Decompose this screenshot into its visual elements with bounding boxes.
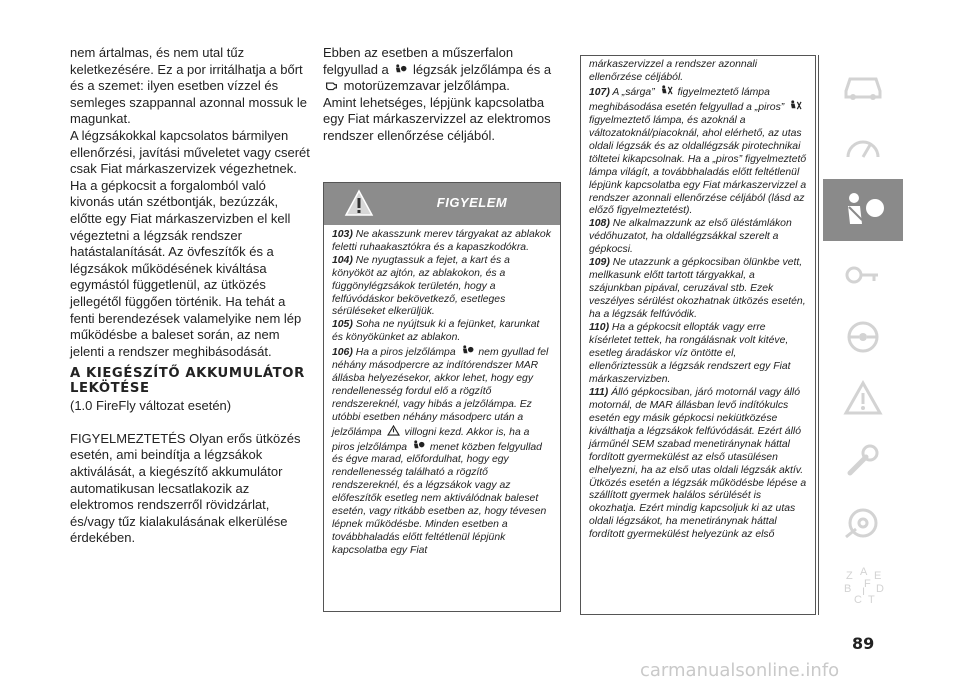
item-text: Soha ne nyújtsuk ki a fejünket, karunkat és könyökünket az ablakon. (332, 319, 540, 344)
paragraph: FIGYELMEZTETÉS Olyan erős ütközés esetén, ami beindítja a légzsákok aktiválását, a kiegészítő akkumulátor automatikusan lecsatlakozik az elektromos rendszerről rövidzárlat, és/vagy tűz kialakulásának elkerülése érdekében. (70, 430, 301, 546)
seatbelt-airbag-icon (840, 190, 886, 230)
wrench-icon (840, 441, 886, 481)
paragraph (323, 45, 555, 95)
item-text: Ne alkalmazzunk az első üléstámlákon védőhuzatot, ha oldallégzsákkal szerelt a gépkocsi. (589, 218, 792, 256)
car-icon (840, 65, 886, 105)
paragraph: Amint lehetséges, lépjünk kapcsolatba egy Fiat márkaszervizzel az elektromos rendszer ellenőrzése céljából. (323, 94, 551, 143)
warning-item (589, 257, 807, 322)
airbag-warning-icon (412, 440, 425, 451)
paragraph: Ha a gépkocsit a forgalomból való kivonás után szétbontják, bezúzzák, előtte egy Fiat márkaszervizben el kell végeztetni a légzsák rendszer hatástalanítását. Az övfeszítők és a légzsákok működésének kiváltása egymástól függetlenül, az ütközés jellegétől függően történik. Ha tehát a fenti berendezések valamelyike nem lép működésbe a baleset során, az nem jelenti a rendszer meghibásodását. (70, 177, 302, 359)
index-letter: F (864, 578, 871, 590)
paragraph: nem ártalmas, és nem utal tűz keletkezésére. Ez a por irritálhatja a bőrt és a szemet: ilyen esetben vízzel és semleges szappannal azonnal mossuk le magunkat. (70, 45, 308, 127)
key-start-icon (840, 255, 886, 295)
item-number: 108) (589, 218, 610, 230)
index-letter: A (860, 566, 868, 578)
paragraph: márkaszervizzel a rendszer azonnali ellenőrzése céljából. (589, 59, 758, 83)
item-number: 109) (589, 257, 610, 269)
tab-car[interactable] (823, 57, 903, 113)
item-number: 103) (332, 229, 353, 240)
airbag-warning-icon (461, 345, 474, 356)
item-text: Ne nyugtassuk a fejet, a kart és a könyököt az ajtón, az ablakokon, és a függönylégzsákok területén, hogy a felfúvódáskor bekövetkező, esetleges sérüléseket elkerüljük. (332, 254, 510, 318)
column-2 (323, 45, 555, 145)
item-number: 106) (332, 347, 353, 359)
divider (818, 55, 819, 615)
paragraph: A légzsákokkal kapcsolatos bármilyen ellenőrzési, javítási műveletet vagy cserét csak Fiat márkaszervizek végezhetnek. (70, 127, 310, 177)
index-letter: I (862, 586, 866, 598)
tab-emergency[interactable] (823, 371, 903, 427)
text-run: légzsák jelzőlámpa és a (413, 61, 552, 77)
item-number: 110) (589, 322, 610, 334)
text-run: motorüzemzavar jelzőlámpa. (343, 78, 510, 94)
item-text: Álló gépkocsiban, járó motornál vagy álló motornál, de MAR állásban levő indítókulcs esetén egy másik gépkocsi nekiütközése kiválthatja a légzsákok felfúvódását. Ezért álló járműnél SEM szabad menetiránynak háttal fordított gyermekülést az első utasülésen elhelyezni, ha az első utas oldali légzsák aktív. Ütközés esetén a légzsák működésbe lépése a szállított gyermek halálos sérülését is okozhatja. Ezért mindig kapcsoljuk ki az utas oldali légzsákot, ha menetiránynak háttal fordított gyermekülést helyezünk az első (589, 386, 807, 541)
item-text: Ne utazzunk a gépkocsiban ölünkbe vett, mellkasunk előtt tartott tárgyakkal, a szájunkban pipával, ceruzával stb. Ezek veszélyes sérülést okozhatnak ütközés esetén, ha a légzsák felfúvódik. (589, 257, 806, 321)
page-number: 89 (852, 634, 875, 653)
index-letter: D (876, 583, 884, 595)
text-run: Ebben az esetben a műszerfalon felgyullad a (323, 45, 514, 77)
item-number: 107) (589, 86, 610, 98)
section-heading: A KIEGÉSZÍTŐ AKKUMULÁTOR LEKÖTÉSE (70, 366, 305, 397)
passenger-airbag-off-icon (660, 85, 673, 96)
item-number: 105) (332, 319, 353, 331)
item-text: Ha a piros jelzőlámpa (355, 347, 456, 359)
item-text: nem gyullad fel néhány másodpercre az indítórendszer MAR állásba helyezésekor, akkor lehet, hogy egy rendellenesség fordul elő a rögzítő rendszereknél, vagy hibás a jelzőlámpa. Ez utóbbi esetben néhány másodperc után a jelzőlámpa (332, 347, 549, 438)
tab-driving[interactable] (823, 309, 903, 365)
warning-car-icon (840, 379, 886, 419)
tab-safety[interactable] (823, 179, 903, 241)
index-letter: C (854, 594, 862, 605)
item-number: 104) (332, 254, 353, 266)
column-3-box (580, 55, 816, 615)
tab-starting[interactable] (823, 247, 903, 303)
warning-box (323, 182, 561, 612)
specs-icon (840, 503, 886, 543)
item-text: figyelmeztető lámpa, és azoknál a változatoknál/piacoknál, ahol elérhető, az utas oldali légzsák és az oldallégzsák pirotechnikai töltetei kikapcsolnak. Ha a „piros” figyelmeztető lámpa világít, a továbbhaladás előtt feltétlenül lépjünk kapcsolatba egy Fiat márkaszervizzel a rendszer azonnali ellenőrzése céljából (lásd az előző figyelmeztetést). (589, 114, 807, 217)
item-text: Ne akasszunk merev tárgyakat az ablakok feletti ruhaakasztókra és a kapaszkodókra. (332, 229, 551, 253)
item-number: 111) (589, 386, 609, 398)
passenger-airbag-off-icon (789, 100, 802, 111)
warning-body (324, 225, 560, 558)
warning-item (589, 387, 807, 542)
chapter-sidebar (823, 57, 903, 615)
index-letter: B (844, 583, 852, 595)
index-letter: Z (846, 570, 853, 582)
warning-item (332, 255, 552, 320)
index-letter: T (868, 594, 875, 605)
warning-triangle-icon (344, 189, 374, 217)
column-1 (70, 45, 310, 547)
warning-item (332, 345, 552, 558)
engine-warning-icon (325, 80, 338, 91)
warning-item (589, 322, 807, 387)
item-text: A „sárga” (612, 86, 655, 98)
item-text: villogni kezd. Akkor is, ha a piros jelzőlámpa (332, 426, 530, 453)
item-text: menet közben felgyullad és égve marad, előfordulhat, hogy egy rendellenesség található a rögzítő rendszereknél, és a légzsákok vagy az előfeszítők esetleg nem aktiválódnak baleset esetén, vagy ritkább esetben az, hogy tévesen lépnek működésbe. Minden esetben a továbbhaladás előtt feltétlenül lépjünk kapcsolatba egy Fiat (332, 441, 547, 556)
warning-item (589, 85, 807, 219)
item-text: figyelmeztető lámpa meghibásodása esetén felgyullad a „piros” (589, 86, 785, 113)
steering-wheel-icon (840, 317, 886, 357)
warning-title: FIGYELEM (436, 195, 508, 210)
item-text: Ha a gépkocsit ellopták vagy erre kísérletet tettek, ha rongálásnak volt kitéve, esetleg áradáskor víz öntötte el, ellenőriztessük a légzsák rendszert egy Fiat márkaszervizben. (589, 322, 791, 385)
watermark: carmanualsonline.info (640, 660, 840, 681)
warning-item (332, 229, 552, 255)
section-subheading: (1.0 FireFly változat esetén) (70, 398, 232, 414)
tab-maintenance[interactable] (823, 433, 903, 489)
airbag-warning-icon (394, 64, 407, 75)
index-letter: E (874, 570, 882, 582)
warning-item (332, 319, 552, 345)
index-letters-icon (840, 565, 886, 605)
warning-header (324, 183, 560, 225)
tab-index[interactable] (823, 557, 903, 613)
tab-dashboard[interactable] (823, 119, 903, 175)
tab-technical-data[interactable] (823, 495, 903, 551)
warning-item (589, 218, 807, 257)
warning-triangle-icon (387, 425, 400, 436)
dashboard-gauge-icon (840, 127, 886, 167)
